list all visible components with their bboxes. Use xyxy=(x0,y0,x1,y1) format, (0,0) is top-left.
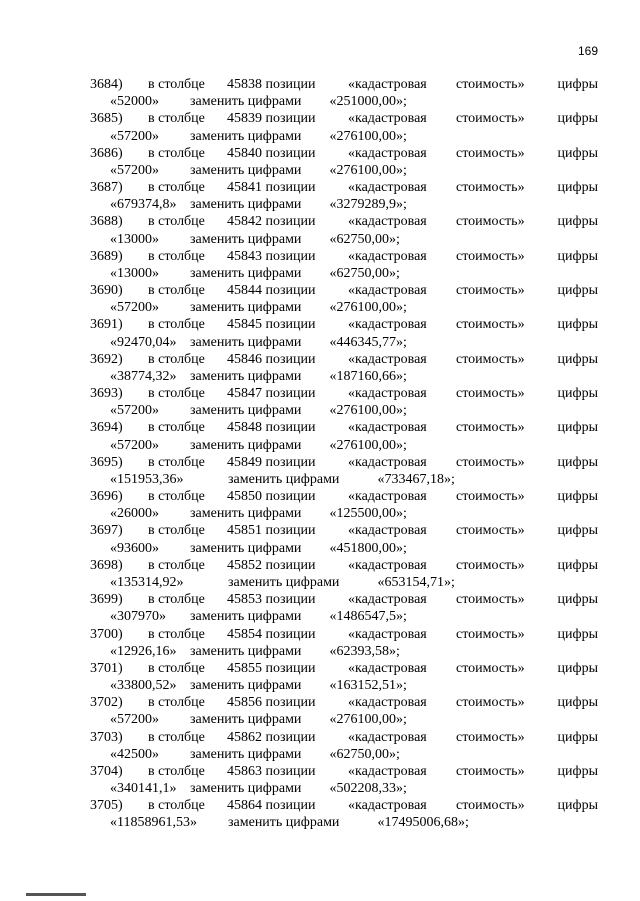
cadastral-word: «кадастровая xyxy=(348,386,427,402)
cadastral-word: «кадастровая xyxy=(348,214,427,230)
replace-label: заменить цифрами xyxy=(190,265,302,281)
amendment-list xyxy=(90,76,598,832)
cadastral-word: «кадастровая xyxy=(348,420,427,436)
position-text xyxy=(227,419,316,436)
list-item xyxy=(90,145,598,179)
column-text: в столбце xyxy=(148,180,205,196)
item-number: 3698) xyxy=(90,557,123,573)
new-value: «276100,00»; xyxy=(329,128,407,144)
old-value: «42500» xyxy=(110,746,159,762)
position-number: 45840 xyxy=(227,145,262,161)
column-text: в столбце xyxy=(148,523,205,539)
position-number: 45864 xyxy=(227,798,262,814)
replace-label: заменить цифрами xyxy=(190,643,302,659)
new-value: «276100,00»; xyxy=(329,403,407,419)
column-text: в столбце xyxy=(148,798,205,814)
list-item xyxy=(90,110,598,144)
old-value: «57200» xyxy=(110,162,159,178)
cadastral-word: «кадастровая xyxy=(348,111,427,127)
position-word: позиции xyxy=(265,557,316,573)
new-value: «502208,33»; xyxy=(329,781,407,797)
new-value: «251000,00»; xyxy=(329,94,407,110)
list-item xyxy=(90,213,598,247)
old-value: «340141,1» xyxy=(110,781,177,797)
position-number: 45841 xyxy=(227,180,262,196)
new-value: «163152,51»; xyxy=(329,678,407,694)
column-text: в столбце xyxy=(148,214,205,230)
list-item xyxy=(90,591,598,625)
position-number: 45863 xyxy=(227,763,262,779)
digits-word: цифры xyxy=(557,145,598,161)
new-value: «62750,00»; xyxy=(329,265,400,281)
item-number: 3687) xyxy=(90,180,123,196)
column-text: в столбце xyxy=(148,454,205,470)
position-word: позиции xyxy=(265,283,316,299)
column-text: в столбце xyxy=(148,626,205,642)
column-text: в столбце xyxy=(148,489,205,505)
position-text xyxy=(227,248,316,265)
replace-label: заменить цифрами xyxy=(228,471,340,487)
item-number: 3689) xyxy=(90,248,123,264)
column-text: в столбце xyxy=(148,77,205,92)
list-item xyxy=(90,694,598,728)
old-value: «679374,8» xyxy=(110,197,177,213)
new-value: «17495006,68»; xyxy=(377,815,469,831)
new-value: «125500,00»; xyxy=(329,506,407,522)
position-number: 45842 xyxy=(227,214,262,230)
position-text xyxy=(227,557,316,574)
position-number: 45839 xyxy=(227,111,262,127)
position-number: 45855 xyxy=(227,660,262,676)
cadastral-word: «кадастровая xyxy=(348,180,427,196)
position-word: позиции xyxy=(265,454,316,470)
position-word: позиции xyxy=(265,660,316,676)
position-text xyxy=(227,213,316,230)
cost-word: стоимость» xyxy=(456,557,525,573)
cadastral-word: «кадастровая xyxy=(348,523,427,539)
column-text: в столбце xyxy=(148,145,205,161)
replace-label: заменить цифрами xyxy=(190,609,302,625)
position-number: 45862 xyxy=(227,729,262,745)
position-number: 45838 xyxy=(227,77,262,92)
position-text xyxy=(227,763,316,780)
old-value: «151953,36» xyxy=(110,471,184,487)
column-text: в столбце xyxy=(148,283,205,299)
cadastral-word: «кадастровая xyxy=(348,489,427,505)
replace-label: заменить цифрами xyxy=(190,506,302,522)
position-number: 45850 xyxy=(227,489,262,505)
old-value: «38774,32» xyxy=(110,368,177,384)
old-value: «13000» xyxy=(110,265,159,281)
item-number: 3690) xyxy=(90,283,123,299)
position-text xyxy=(227,385,316,402)
new-value: «276100,00»; xyxy=(329,162,407,178)
item-number: 3696) xyxy=(90,489,123,505)
digits-word: цифры xyxy=(557,592,598,608)
list-item xyxy=(90,626,598,660)
old-value: «93600» xyxy=(110,540,159,556)
new-value: «62750,00»; xyxy=(329,746,400,762)
position-text xyxy=(227,179,316,196)
position-number: 45854 xyxy=(227,626,262,642)
item-number: 3684) xyxy=(90,77,123,92)
item-number: 3704) xyxy=(90,763,123,779)
list-item xyxy=(90,248,598,282)
replace-label: заменить цифрами xyxy=(190,128,302,144)
digits-word: цифры xyxy=(557,523,598,539)
replace-label: заменить цифрами xyxy=(190,746,302,762)
replace-label: заменить цифрами xyxy=(190,712,302,728)
digits-word: цифры xyxy=(557,111,598,127)
list-item xyxy=(90,316,598,350)
replace-label: заменить цифрами xyxy=(190,334,302,350)
replace-label: заменить цифрами xyxy=(190,403,302,419)
item-number: 3688) xyxy=(90,214,123,230)
cost-word: стоимость» xyxy=(456,592,525,608)
old-value: «52000» xyxy=(110,94,159,110)
new-value: «733467,18»; xyxy=(377,471,455,487)
item-number: 3697) xyxy=(90,523,123,539)
cost-word: стоимость» xyxy=(456,214,525,230)
old-value: «11858961,53» xyxy=(110,815,197,831)
position-text xyxy=(227,110,316,127)
list-item xyxy=(90,660,598,694)
old-value: «33800,52» xyxy=(110,678,177,694)
item-number: 3691) xyxy=(90,317,123,333)
old-value: «26000» xyxy=(110,506,159,522)
position-text xyxy=(227,591,316,608)
digits-word: цифры xyxy=(557,763,598,779)
new-value: «446345,77»; xyxy=(329,334,407,350)
old-value: «92470,04» xyxy=(110,334,177,350)
digits-word: цифры xyxy=(557,351,598,367)
cost-word: стоимость» xyxy=(456,763,525,779)
digits-word: цифры xyxy=(557,660,598,676)
position-text xyxy=(227,626,316,643)
list-item xyxy=(90,557,598,591)
column-text: в столбце xyxy=(148,763,205,779)
column-text: в столбце xyxy=(148,557,205,573)
position-word: позиции xyxy=(265,111,316,127)
position-number: 45844 xyxy=(227,283,262,299)
cadastral-word: «кадастровая xyxy=(348,77,427,92)
column-text: в столбце xyxy=(148,695,205,711)
cadastral-word: «кадастровая xyxy=(348,592,427,608)
position-text xyxy=(227,660,316,677)
cadastral-word: «кадастровая xyxy=(348,454,427,470)
digits-word: цифры xyxy=(557,729,598,745)
cost-word: стоимость» xyxy=(456,523,525,539)
replace-label: заменить цифрами xyxy=(190,678,302,694)
cadastral-word: «кадастровая xyxy=(348,145,427,161)
digits-word: цифры xyxy=(557,798,598,814)
position-word: позиции xyxy=(265,695,316,711)
cadastral-word: «кадастровая xyxy=(348,557,427,573)
new-value: «187160,66»; xyxy=(329,368,407,384)
position-word: позиции xyxy=(265,351,316,367)
item-number: 3693) xyxy=(90,386,123,402)
cost-word: стоимость» xyxy=(456,626,525,642)
position-text xyxy=(227,797,316,814)
cadastral-word: «кадастровая xyxy=(348,248,427,264)
replace-label: заменить цифрами xyxy=(190,540,302,556)
cost-word: стоимость» xyxy=(456,111,525,127)
cadastral-word: «кадастровая xyxy=(348,626,427,642)
digits-word: цифры xyxy=(557,420,598,436)
digits-word: цифры xyxy=(557,248,598,264)
position-number: 45856 xyxy=(227,695,262,711)
item-number: 3686) xyxy=(90,145,123,161)
cost-word: стоимость» xyxy=(456,145,525,161)
old-value: «57200» xyxy=(110,403,159,419)
position-word: позиции xyxy=(265,798,316,814)
digits-word: цифры xyxy=(557,214,598,230)
cadastral-word: «кадастровая xyxy=(348,695,427,711)
list-item xyxy=(90,419,598,453)
replace-label: заменить цифрами xyxy=(190,437,302,453)
position-text xyxy=(227,76,316,93)
column-text: в столбце xyxy=(148,317,205,333)
cadastral-word: «кадастровая xyxy=(348,660,427,676)
cost-word: стоимость» xyxy=(456,454,525,470)
position-word: позиции xyxy=(265,729,316,745)
new-value: «62393,58»; xyxy=(329,643,400,659)
column-text: в столбце xyxy=(148,660,205,676)
list-item xyxy=(90,454,598,488)
cost-word: стоимость» xyxy=(456,351,525,367)
cadastral-word: «кадастровая xyxy=(348,798,427,814)
position-word: позиции xyxy=(265,626,316,642)
position-word: позиции xyxy=(265,763,316,779)
scan-edge-mark xyxy=(26,893,86,896)
list-item xyxy=(90,522,598,556)
replace-label: заменить цифрами xyxy=(190,781,302,797)
digits-word: цифры xyxy=(557,557,598,573)
position-text xyxy=(227,282,316,299)
digits-word: цифры xyxy=(557,317,598,333)
replace-label: заменить цифрами xyxy=(190,231,302,247)
position-number: 45853 xyxy=(227,592,262,608)
new-value: «276100,00»; xyxy=(329,437,407,453)
cadastral-word: «кадастровая xyxy=(348,283,427,299)
replace-label: заменить цифрами xyxy=(190,300,302,316)
position-number: 45849 xyxy=(227,454,262,470)
cost-word: стоимость» xyxy=(456,77,525,92)
cadastral-word: «кадастровая xyxy=(348,351,427,367)
digits-word: цифры xyxy=(557,283,598,299)
replace-label: заменить цифрами xyxy=(190,94,302,110)
position-text xyxy=(227,145,316,162)
cost-word: стоимость» xyxy=(456,420,525,436)
new-value: «653154,71»; xyxy=(377,575,455,590)
position-number: 45843 xyxy=(227,248,262,264)
column-text: в столбце xyxy=(148,729,205,745)
old-value: «57200» xyxy=(110,712,159,728)
list-item xyxy=(90,179,598,213)
position-text xyxy=(227,522,316,539)
position-word: позиции xyxy=(265,145,316,161)
item-number: 3701) xyxy=(90,660,123,676)
position-number: 45848 xyxy=(227,420,262,436)
page-number: 169 xyxy=(577,44,598,58)
cost-word: стоимость» xyxy=(456,798,525,814)
position-word: позиции xyxy=(265,317,316,333)
list-item xyxy=(90,488,598,522)
list-item xyxy=(90,385,598,419)
position-number: 45845 xyxy=(227,317,262,333)
position-word: позиции xyxy=(265,523,316,539)
digits-word: цифры xyxy=(557,180,598,196)
item-number: 3699) xyxy=(90,592,123,608)
replace-label: заменить цифрами xyxy=(228,815,340,831)
item-number: 3703) xyxy=(90,729,123,745)
cost-word: стоимость» xyxy=(456,386,525,402)
cost-word: стоимость» xyxy=(456,317,525,333)
position-word: позиции xyxy=(265,214,316,230)
position-word: позиции xyxy=(265,420,316,436)
new-value: «62750,00»; xyxy=(329,231,400,247)
old-value: «13000» xyxy=(110,231,159,247)
new-value: «276100,00»; xyxy=(329,300,407,316)
old-value: «57200» xyxy=(110,300,159,316)
item-number: 3700) xyxy=(90,626,123,642)
new-value: «451800,00»; xyxy=(329,540,407,556)
digits-word: цифры xyxy=(557,77,598,92)
position-word: позиции xyxy=(265,77,316,92)
list-item xyxy=(90,763,598,797)
column-text: в столбце xyxy=(148,111,205,127)
cost-word: стоимость» xyxy=(456,489,525,505)
cost-word: стоимость» xyxy=(456,660,525,676)
position-number: 45846 xyxy=(227,351,262,367)
position-number: 45847 xyxy=(227,386,262,402)
position-text xyxy=(227,488,316,505)
position-word: позиции xyxy=(265,248,316,264)
cost-word: стоимость» xyxy=(456,695,525,711)
old-value: «12926,16» xyxy=(110,643,177,659)
column-text: в столбце xyxy=(148,592,205,608)
cost-word: стоимость» xyxy=(456,283,525,299)
new-value: «3279289,9»; xyxy=(329,197,407,213)
replace-label: заменить цифрами xyxy=(190,197,302,213)
item-number: 3702) xyxy=(90,695,123,711)
list-item xyxy=(90,282,598,316)
item-number: 3694) xyxy=(90,420,123,436)
position-text xyxy=(227,454,316,471)
position-number: 45852 xyxy=(227,557,262,573)
cadastral-word: «кадастровая xyxy=(348,763,427,779)
digits-word: цифры xyxy=(557,489,598,505)
list-item xyxy=(90,351,598,385)
column-text: в столбце xyxy=(148,386,205,402)
cost-word: стоимость» xyxy=(456,248,525,264)
old-value: «307970» xyxy=(110,609,166,625)
item-number: 3692) xyxy=(90,351,123,367)
replace-label: заменить цифрами xyxy=(190,368,302,384)
replace-label: заменить цифрами xyxy=(228,575,340,590)
item-number: 3685) xyxy=(90,111,123,127)
list-item xyxy=(90,797,598,831)
item-number: 3705) xyxy=(90,798,123,814)
item-number: 3695) xyxy=(90,454,123,470)
replace-label: заменить цифрами xyxy=(190,162,302,178)
cost-word: стоимость» xyxy=(456,180,525,196)
column-text: в столбце xyxy=(148,420,205,436)
new-value: «276100,00»; xyxy=(329,712,407,728)
cost-word: стоимость» xyxy=(456,729,525,745)
digits-word: цифры xyxy=(557,626,598,642)
position-word: позиции xyxy=(265,592,316,608)
new-value: «1486547,5»; xyxy=(329,609,407,625)
position-text xyxy=(227,694,316,711)
column-text: в столбце xyxy=(148,248,205,264)
list-item xyxy=(90,76,598,110)
old-value: «57200» xyxy=(110,128,159,144)
old-value: «135314,92» xyxy=(110,575,184,590)
digits-word: цифры xyxy=(557,454,598,470)
digits-word: цифры xyxy=(557,386,598,402)
digits-word: цифры xyxy=(557,695,598,711)
list-item xyxy=(90,729,598,763)
column-text: в столбце xyxy=(148,351,205,367)
old-value: «57200» xyxy=(110,437,159,453)
position-text xyxy=(227,316,316,333)
cadastral-word: «кадастровая xyxy=(348,729,427,745)
position-number: 45851 xyxy=(227,523,262,539)
position-word: позиции xyxy=(265,386,316,402)
position-text xyxy=(227,729,316,746)
position-word: позиции xyxy=(265,180,316,196)
cadastral-word: «кадастровая xyxy=(348,317,427,333)
position-word: позиции xyxy=(265,489,316,505)
position-text xyxy=(227,351,316,368)
